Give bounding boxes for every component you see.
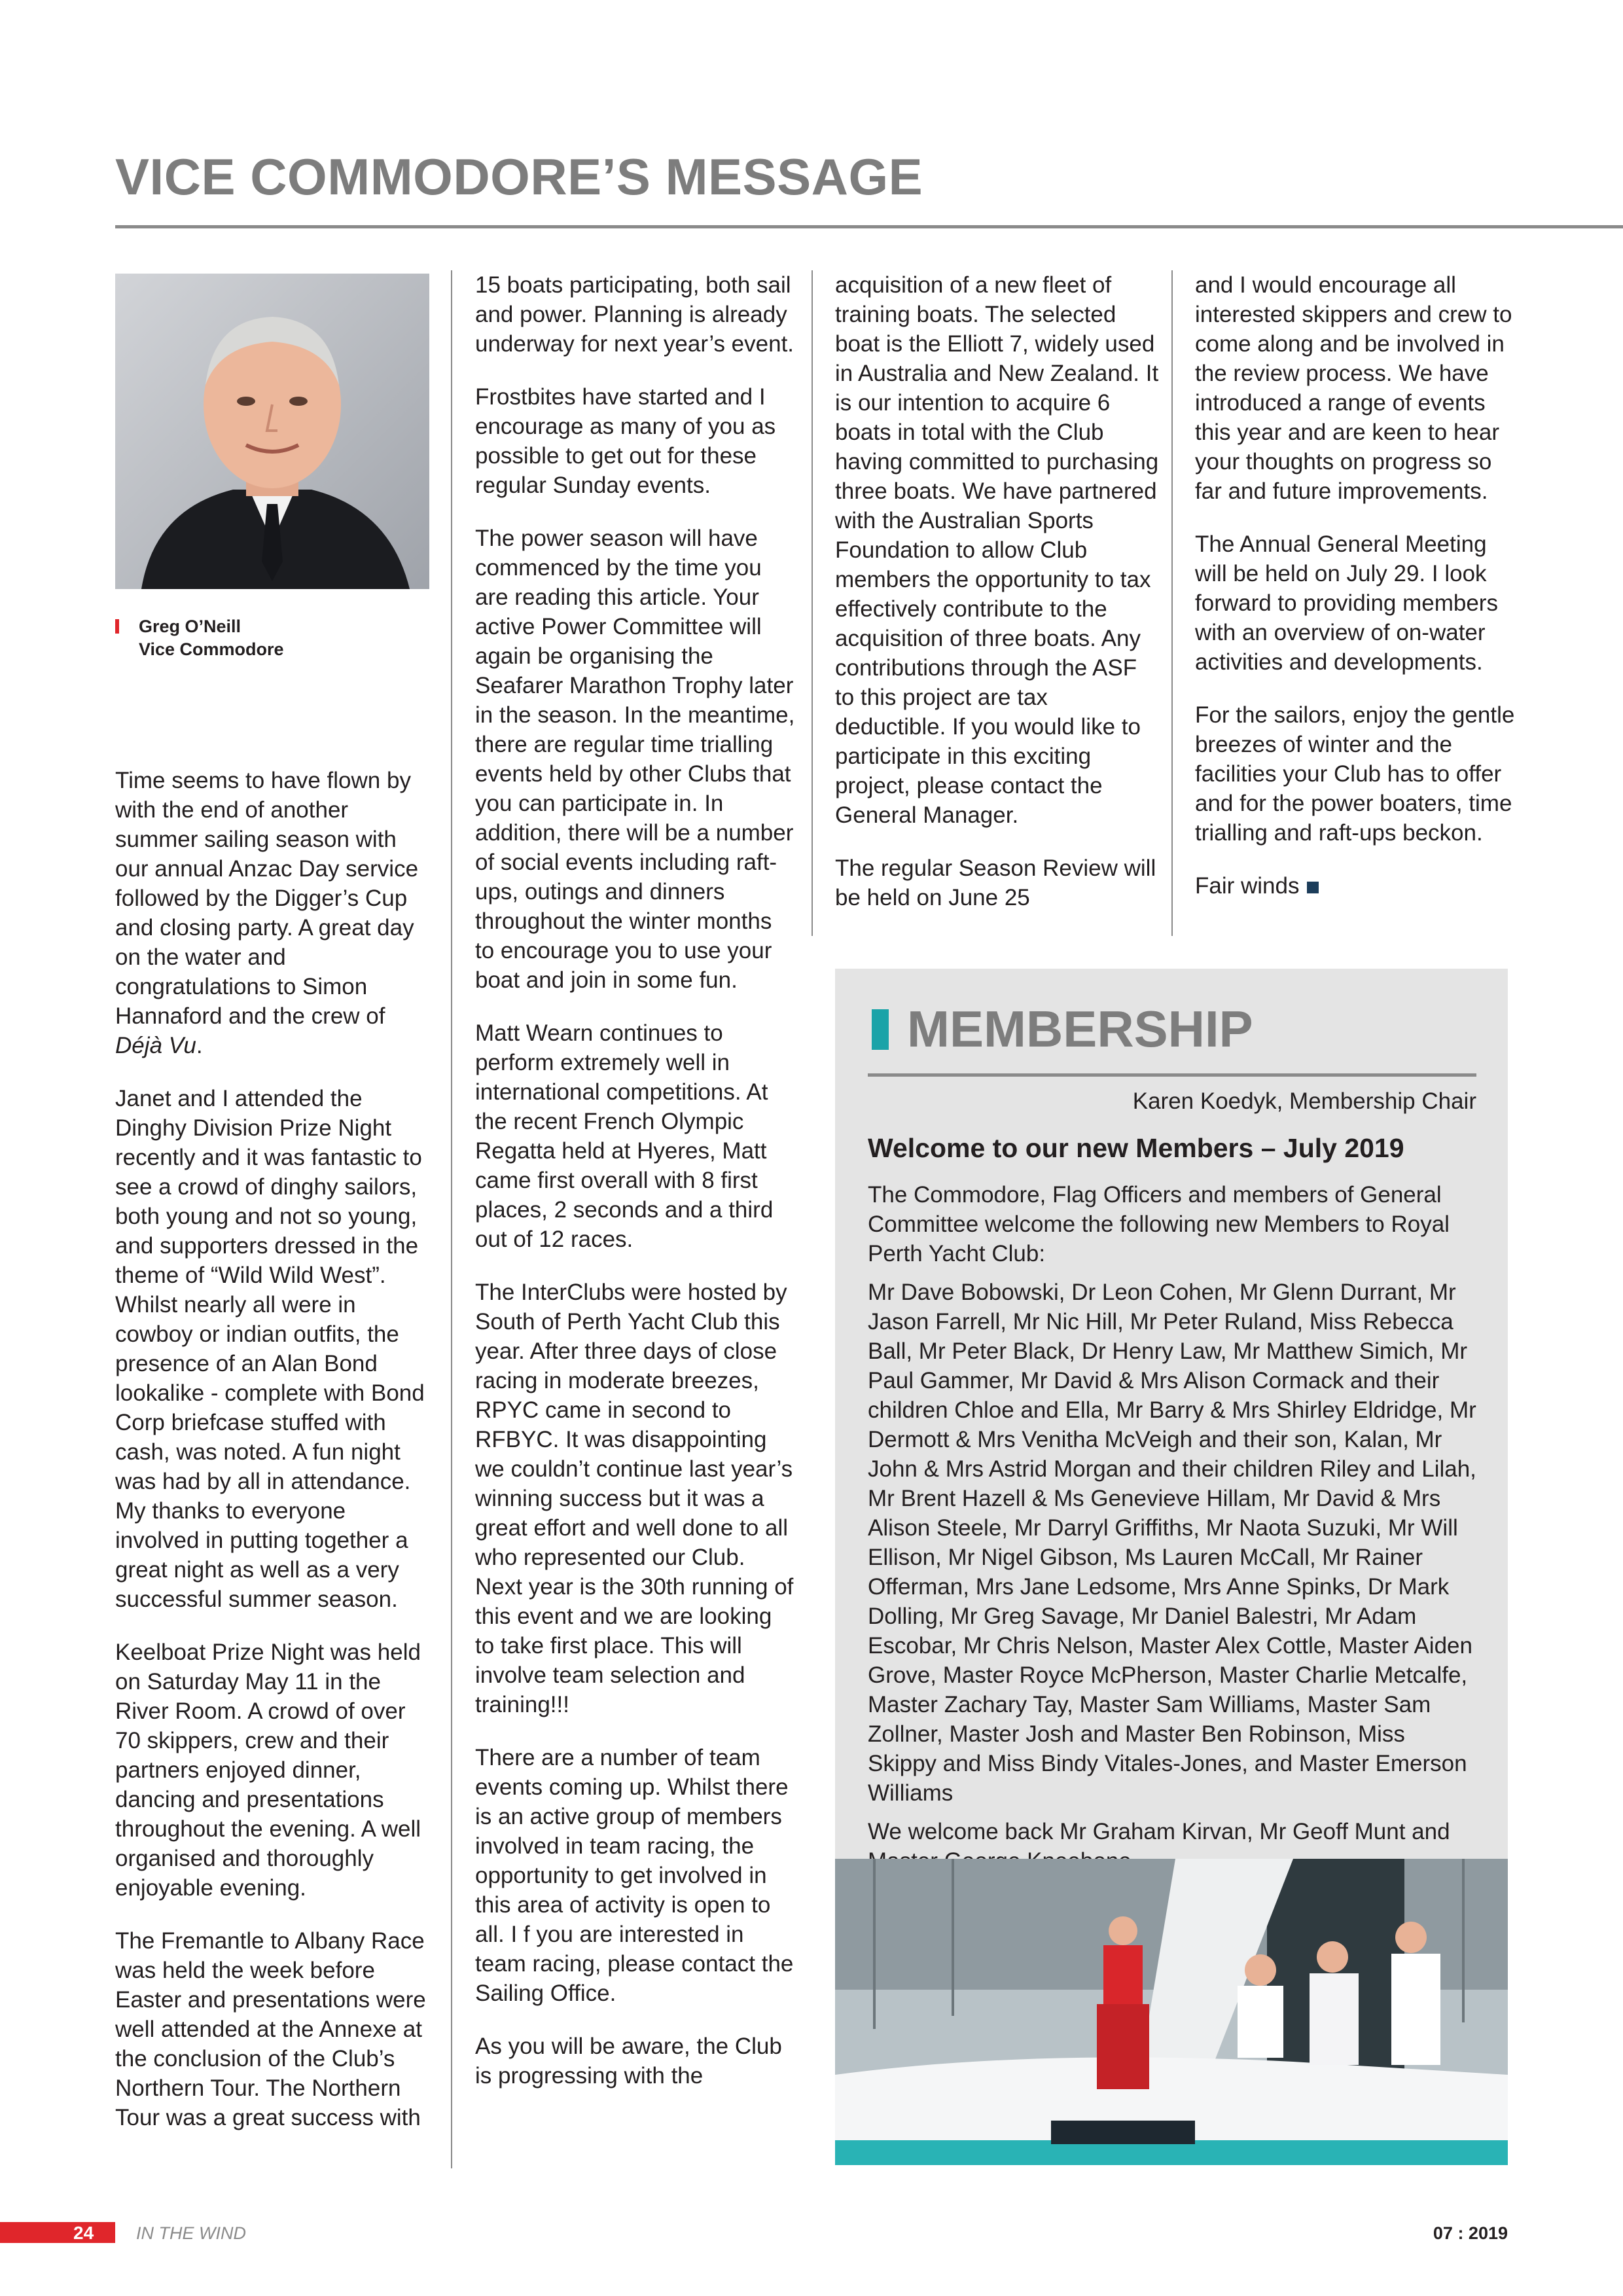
new-members-list: Mr Dave Bobowski, Dr Leon Cohen, Mr Glenn Durrant, Mr Jason Farrell, Mr Nic Hill, Mr Peter Ruland, Miss Rebecca Ball, Mr Peter Black, Dr Henry Law, Mr Matthew Simich, Mr Paul Gammer, Mr David & Mrs Alison Cormack and their children Chloe and Ella, Mr Barry & Mrs Shirley Eldridge, Mr Dermott & Mrs Venitha McVeigh and their son, Kalan, Mr John & Mrs Astrid Morgan and their children Riley and Lilah, Mr Brent Hazell & Ms Genevieve Hillam, Mr David & Mrs Alison Steele, Mr Darryl Griffiths, Mr Naota Suzuki, Mr Will Ellison, Mr Nigel Gibson, Ms Lauren McCall, Mr Rainer Offerman, Mrs Jane Ledsome, Mrs Anne Spinks, Dr Mark Dolling, Mr Greg Savage, Mr Daniel Balestri, Mr Adam Escobar, Mr Chris Nelson, Master Alex Cottle, Master Aiden Grove, Master Royce McPherson, Master Charlie Metcalfe, Master Zachary Tay, Master Sam Williams, Master Sam Zollner, Master Josh and Master Ben Robinson, Miss Skippy and Miss Bindy Vitales-Jones, and Master Emerson Williams bbox=[868, 1280, 1476, 1806]
paragraph: acquisition of a new fleet of training boats. The selected boat is the Elliott 7, widely used in Australia and New Zealand. It is our intention to acquire 6 boats in total with the Club having committed to purchasing three boats. We have partnered with the Australian Sports Foundation to allow Club members the opportunity to tax effectively contribute to the acquisition of three boats. Any contributions through the ASF to this project are tax deductible. If you would like to participate in this exciting project, please contact the General Manager. bbox=[835, 272, 1159, 828]
portrait-photo bbox=[115, 274, 429, 589]
column-divider bbox=[1171, 270, 1173, 936]
title-divider bbox=[115, 225, 1623, 228]
column-2 bbox=[475, 270, 796, 2114]
sailing-crew-illustration bbox=[835, 1859, 1508, 2165]
paragraph: and I would encourage all interested skippers and crew to come along and be involved in the review process. We have introduced a range of events this year and are keen to hear your thoughts on progress so far and future improvements. bbox=[1195, 272, 1512, 504]
paragraph: Time seems to have flown by with the end of another summer sailing season with our annual Anzac Day service followed by the Digger’s Cup and closing party. A great day on the water and congratulations to Simon Hannaford and the crew of Déjà Vu. bbox=[115, 768, 419, 1058]
page-number: 24 bbox=[73, 2223, 94, 2243]
column-divider bbox=[451, 270, 452, 2168]
paragraph: Matt Wearn continues to perform extremely well in international competitions. At the recent French Olympic Regatta held at Hyeres, Matt came first overall with 8 first places, 2 seconds and a third out of 12 races. bbox=[475, 1020, 774, 1252]
membership-heading: Welcome to our new Members – July 2019 bbox=[868, 1133, 1404, 1163]
column-4 bbox=[1195, 270, 1522, 924]
sailing-photo bbox=[835, 1859, 1508, 2165]
closing-line: Fair winds bbox=[1195, 871, 1522, 901]
portrait-illustration bbox=[115, 274, 429, 589]
boat-name: Déjà Vu bbox=[115, 1033, 196, 1058]
membership-chair: Karen Koedyk, Membership Chair bbox=[1132, 1088, 1476, 1114]
membership-title: MEMBERSHIP bbox=[907, 1000, 1253, 1058]
caption-role: Vice Commodore bbox=[139, 639, 284, 659]
magazine-name: IN THE WIND bbox=[136, 2223, 246, 2243]
issue-date: 07 : 2019 bbox=[1433, 2223, 1508, 2243]
membership-intro: The Commodore, Flag Officers and members of General Committee welcome the following new Members to Royal Perth Yacht Club: bbox=[868, 1182, 1450, 1266]
page-title: VICE COMMODORE’S MESSAGE bbox=[115, 148, 923, 206]
membership-body bbox=[868, 1180, 1476, 1885]
welcome-back: We welcome back Mr Graham Kirvan, Mr Geoff Munt and bbox=[868, 1819, 1450, 1844]
paragraph: For the sailors, enjoy the gentle breezes of winter and the facilities your Club has to offer and for the power boaters, time trialling and raft-ups beckon. bbox=[1195, 702, 1515, 846]
paragraph: There are a number of team events coming up. Whilst there is an active group of members involved in team racing, the opportunity to get involved in this area of activity is open to all. I f you are interested in team racing, please contact the Sailing Office. bbox=[475, 1745, 794, 2006]
end-mark-icon bbox=[1307, 882, 1319, 893]
paragraph: Frostbites have started and I encourage as many of you as possible to get out for these regular Sunday events. bbox=[475, 384, 776, 498]
paragraph: The Annual General Meeting will be held on July 29. I look forward to providing members with an overview of on-water activities and developments. bbox=[1195, 531, 1498, 675]
paragraph: As you will be aware, the Club is progressing with the bbox=[475, 2034, 782, 2089]
membership-divider bbox=[868, 1073, 1476, 1077]
paragraph: The power season will have commenced by the time you are reading this article. Your active Power Committee will again be organising the Seafarer Marathon Trophy later in the season. In the meantime, there are regular time trialling events held by other Clubs that you can participate in. In addition, there will be a number of social events including raft-ups, outings and dinners throughout the winter months to encourage you to use your boat and join in some fun. bbox=[475, 526, 795, 993]
column-3 bbox=[835, 270, 1162, 936]
paragraph: The Fremantle to Albany Race was held the week before Easter and presentations were well attended at the Annexe at the conclusion of the Club’s Northern Tour. The Northern Tour was a great success with bbox=[115, 1928, 426, 2130]
paragraph: Janet and I attended the Dinghy Division Prize Night recently and it was fantastic to see a crowd of dinghy sailors, both young and not so young, and supporters dressed in the theme of “Wild Wild West”. Whilst nearly all were in cowboy or indian outfits, the presence of an Alan Bond lookalike - complete with Bond Corp briefcase stuffed with cash, was noted. A fun night was had by all in attendance. My thanks to everyone involved in putting together a great night as well as a very successful summer season. bbox=[115, 1086, 425, 1612]
section-marker bbox=[872, 1009, 889, 1050]
paragraph: The regular Season Review will be held on June 25 bbox=[835, 855, 1156, 910]
photo-caption bbox=[115, 615, 284, 661]
paragraph: Keelboat Prize Night was held on Saturday May 11 in the River Room. A crowd of over 70 skippers, crew and their partners enjoyed dinner, dancing and presentations throughout the evening. A well organised and thoroughly enjoyable evening. bbox=[115, 1640, 421, 1901]
column-1 bbox=[115, 766, 436, 2156]
column-divider bbox=[812, 270, 813, 936]
caption-marker bbox=[115, 619, 119, 634]
footer-accent bbox=[0, 2222, 115, 2243]
caption-name: Greg O’Neill bbox=[139, 617, 241, 636]
paragraph: 15 boats participating, both sail and power. Planning is already underway for next year’s event. bbox=[475, 272, 794, 357]
paragraph: The InterClubs were hosted by South of Perth Yacht Club this year. After three days of close racing in moderate breezes, RPYC came in second to RFBYC. It was disappointing we couldn’t continue last year’s winning success but it was a great effort and well done to all who represented our Club. Next year is the 30th running of this event and we are looking to take first place. This will involve team selection and training!!! bbox=[475, 1280, 794, 1717]
